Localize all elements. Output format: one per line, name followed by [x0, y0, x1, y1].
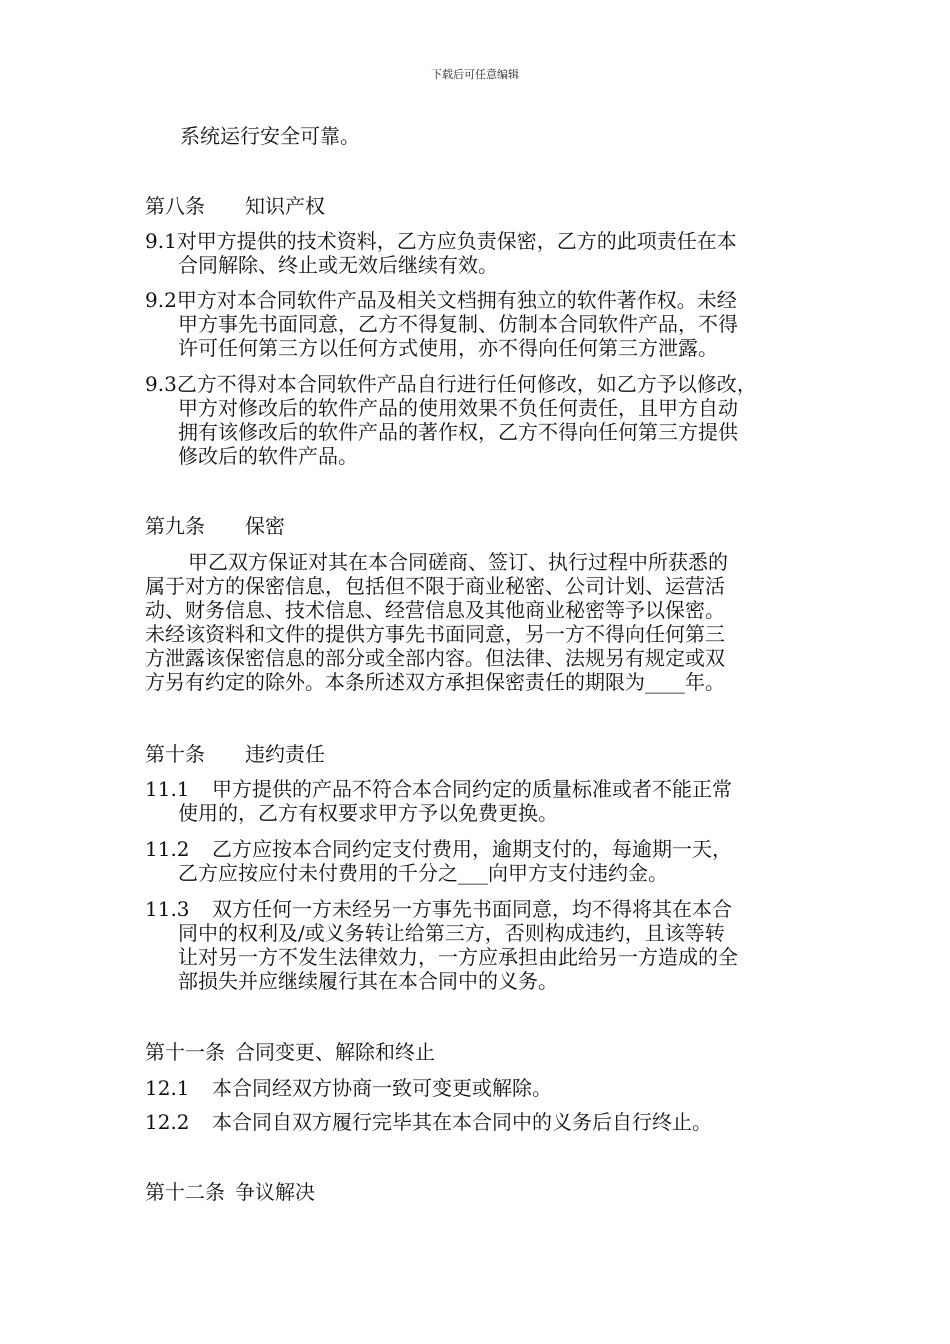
- clause-9-3-line-1: 乙方不得对本合同软件产品自行进行任何修改，如乙方予以修改，: [176, 372, 757, 396]
- article-9-label: 第九条: [145, 514, 205, 538]
- article-9-heading: [145, 514, 285, 538]
- clause-9-2-number: 9.2: [145, 288, 177, 312]
- clause-11-1-line-1: 甲方提供的产品不符合本合同约定的质量标准或者不能正常: [212, 777, 732, 801]
- clause-11-1: [145, 777, 732, 801]
- article-9-title: 保密: [245, 514, 285, 538]
- clause-9-1-number: 9.1: [145, 229, 177, 253]
- clause-11-3-number: 11.3: [145, 897, 190, 921]
- clause-11-2-line-1: 乙方应按本合同约定支付费用，逾期支付的，每逾期一天，: [212, 837, 732, 861]
- clause-9-1-line-2: 合同解除、终止或无效后继续有效。: [178, 253, 498, 277]
- article-11-label: 第十一条: [145, 1040, 225, 1064]
- article-12-label: 第十二条: [145, 1180, 225, 1204]
- clause-9-3-line-3: 拥有该修改后的软件产品的著作权，乙方不得向任何第三方提供: [178, 420, 738, 444]
- confidentiality-line-5: 方泄露该保密信息的部分或全部内容。但法律、法规另有规定或双: [145, 646, 725, 670]
- clause-12-1: [145, 1076, 552, 1100]
- clause-11-1-number: 11.1: [145, 777, 190, 801]
- article-8-title: 知识产权: [245, 194, 325, 218]
- confidentiality-line-2: 属于对方的保密信息，包括但不限于商业秘密、公司计划、运营活: [145, 574, 725, 598]
- clause-9-2: [145, 288, 737, 312]
- article-12-title: 争议解决: [235, 1180, 315, 1204]
- confidentiality-line-3: 动、财务信息、技术信息、经营信息及其他商业秘密等予以保密。: [145, 598, 725, 622]
- clause-12-1-number: 12.1: [145, 1076, 190, 1100]
- article-10-heading: [145, 742, 325, 766]
- confidentiality-line-4: 未经该资料和文件的提供方事先书面同意，另一方不得向任何第三: [145, 622, 725, 646]
- clause-11-3-line-2: 同中的权利及/或义务转让给第三方，否则构成违约，且该等转: [178, 921, 725, 945]
- clause-11-3-line-1: 双方任何一方未经另一方事先书面同意，均不得将其在本合: [212, 897, 732, 921]
- clause-9-2-line-1: 甲方对本合同软件产品及相关文档拥有独立的软件著作权。未经: [176, 288, 737, 312]
- intro-line: 系统运行安全可靠。: [180, 124, 360, 148]
- article-11-heading: [145, 1040, 435, 1064]
- clause-11-1-line-2: 使用的，乙方有权要求甲方予以免费更换。: [178, 801, 558, 825]
- article-10-label: 第十条: [145, 742, 205, 766]
- clause-12-2-line-1: 本合同自双方履行完毕其在本合同中的义务后自行终止。: [212, 1110, 712, 1134]
- clause-12-2-number: 12.2: [145, 1110, 190, 1134]
- clause-9-3-line-2: 甲方对修改后的软件产品的使用效果不负任何责任，且甲方自动: [178, 396, 738, 420]
- clause-9-2-line-3: 许可任何第三方以任何方式使用，亦不得向任何第三方泄露。: [178, 336, 718, 360]
- clause-12-1-line-1: 本合同经双方协商一致可变更或解除。: [212, 1076, 552, 1100]
- clause-11-3: [145, 897, 732, 921]
- clause-11-3-line-3: 让对另一方不发生法律效力，一方应承担由此给另一方造成的全: [178, 945, 738, 969]
- clause-12-2: [145, 1110, 712, 1134]
- clause-11-2-number: 11.2: [145, 837, 190, 861]
- article-11-title: 合同变更、解除和终止: [235, 1040, 435, 1064]
- clause-11-2: [145, 837, 732, 861]
- article-8-heading: [145, 194, 325, 218]
- page-header: 下载后可任意编辑: [431, 68, 519, 81]
- clause-9-3-line-4: 修改后的软件产品。: [178, 444, 358, 468]
- clause-11-2-line-2: 乙方应按应付未付费用的千分之___向甲方支付违约金。: [178, 861, 668, 885]
- confidentiality-line-1: 甲乙双方保证对其在本合同磋商、签订、执行过程中所获悉的: [188, 550, 728, 574]
- clause-9-3-number: 9.3: [145, 372, 177, 396]
- article-12-heading: [145, 1180, 315, 1204]
- clause-11-3-line-4: 部损失并应继续履行其在本合同中的义务。: [178, 969, 558, 993]
- confidentiality-line-6: 方另有约定的除外。本条所述双方承担保密责任的期限为____年。: [145, 670, 725, 694]
- clause-9-3: [145, 372, 757, 396]
- article-10-title: 违约责任: [245, 742, 325, 766]
- clause-9-1: [145, 229, 737, 253]
- article-8-label: 第八条: [145, 194, 205, 218]
- clause-9-2-line-2: 甲方事先书面同意，乙方不得复制、仿制本合同软件产品，不得: [178, 312, 738, 336]
- clause-9-1-line-1: 对甲方提供的技术资料，乙方应负责保密，乙方的此项责任在本: [176, 229, 737, 253]
